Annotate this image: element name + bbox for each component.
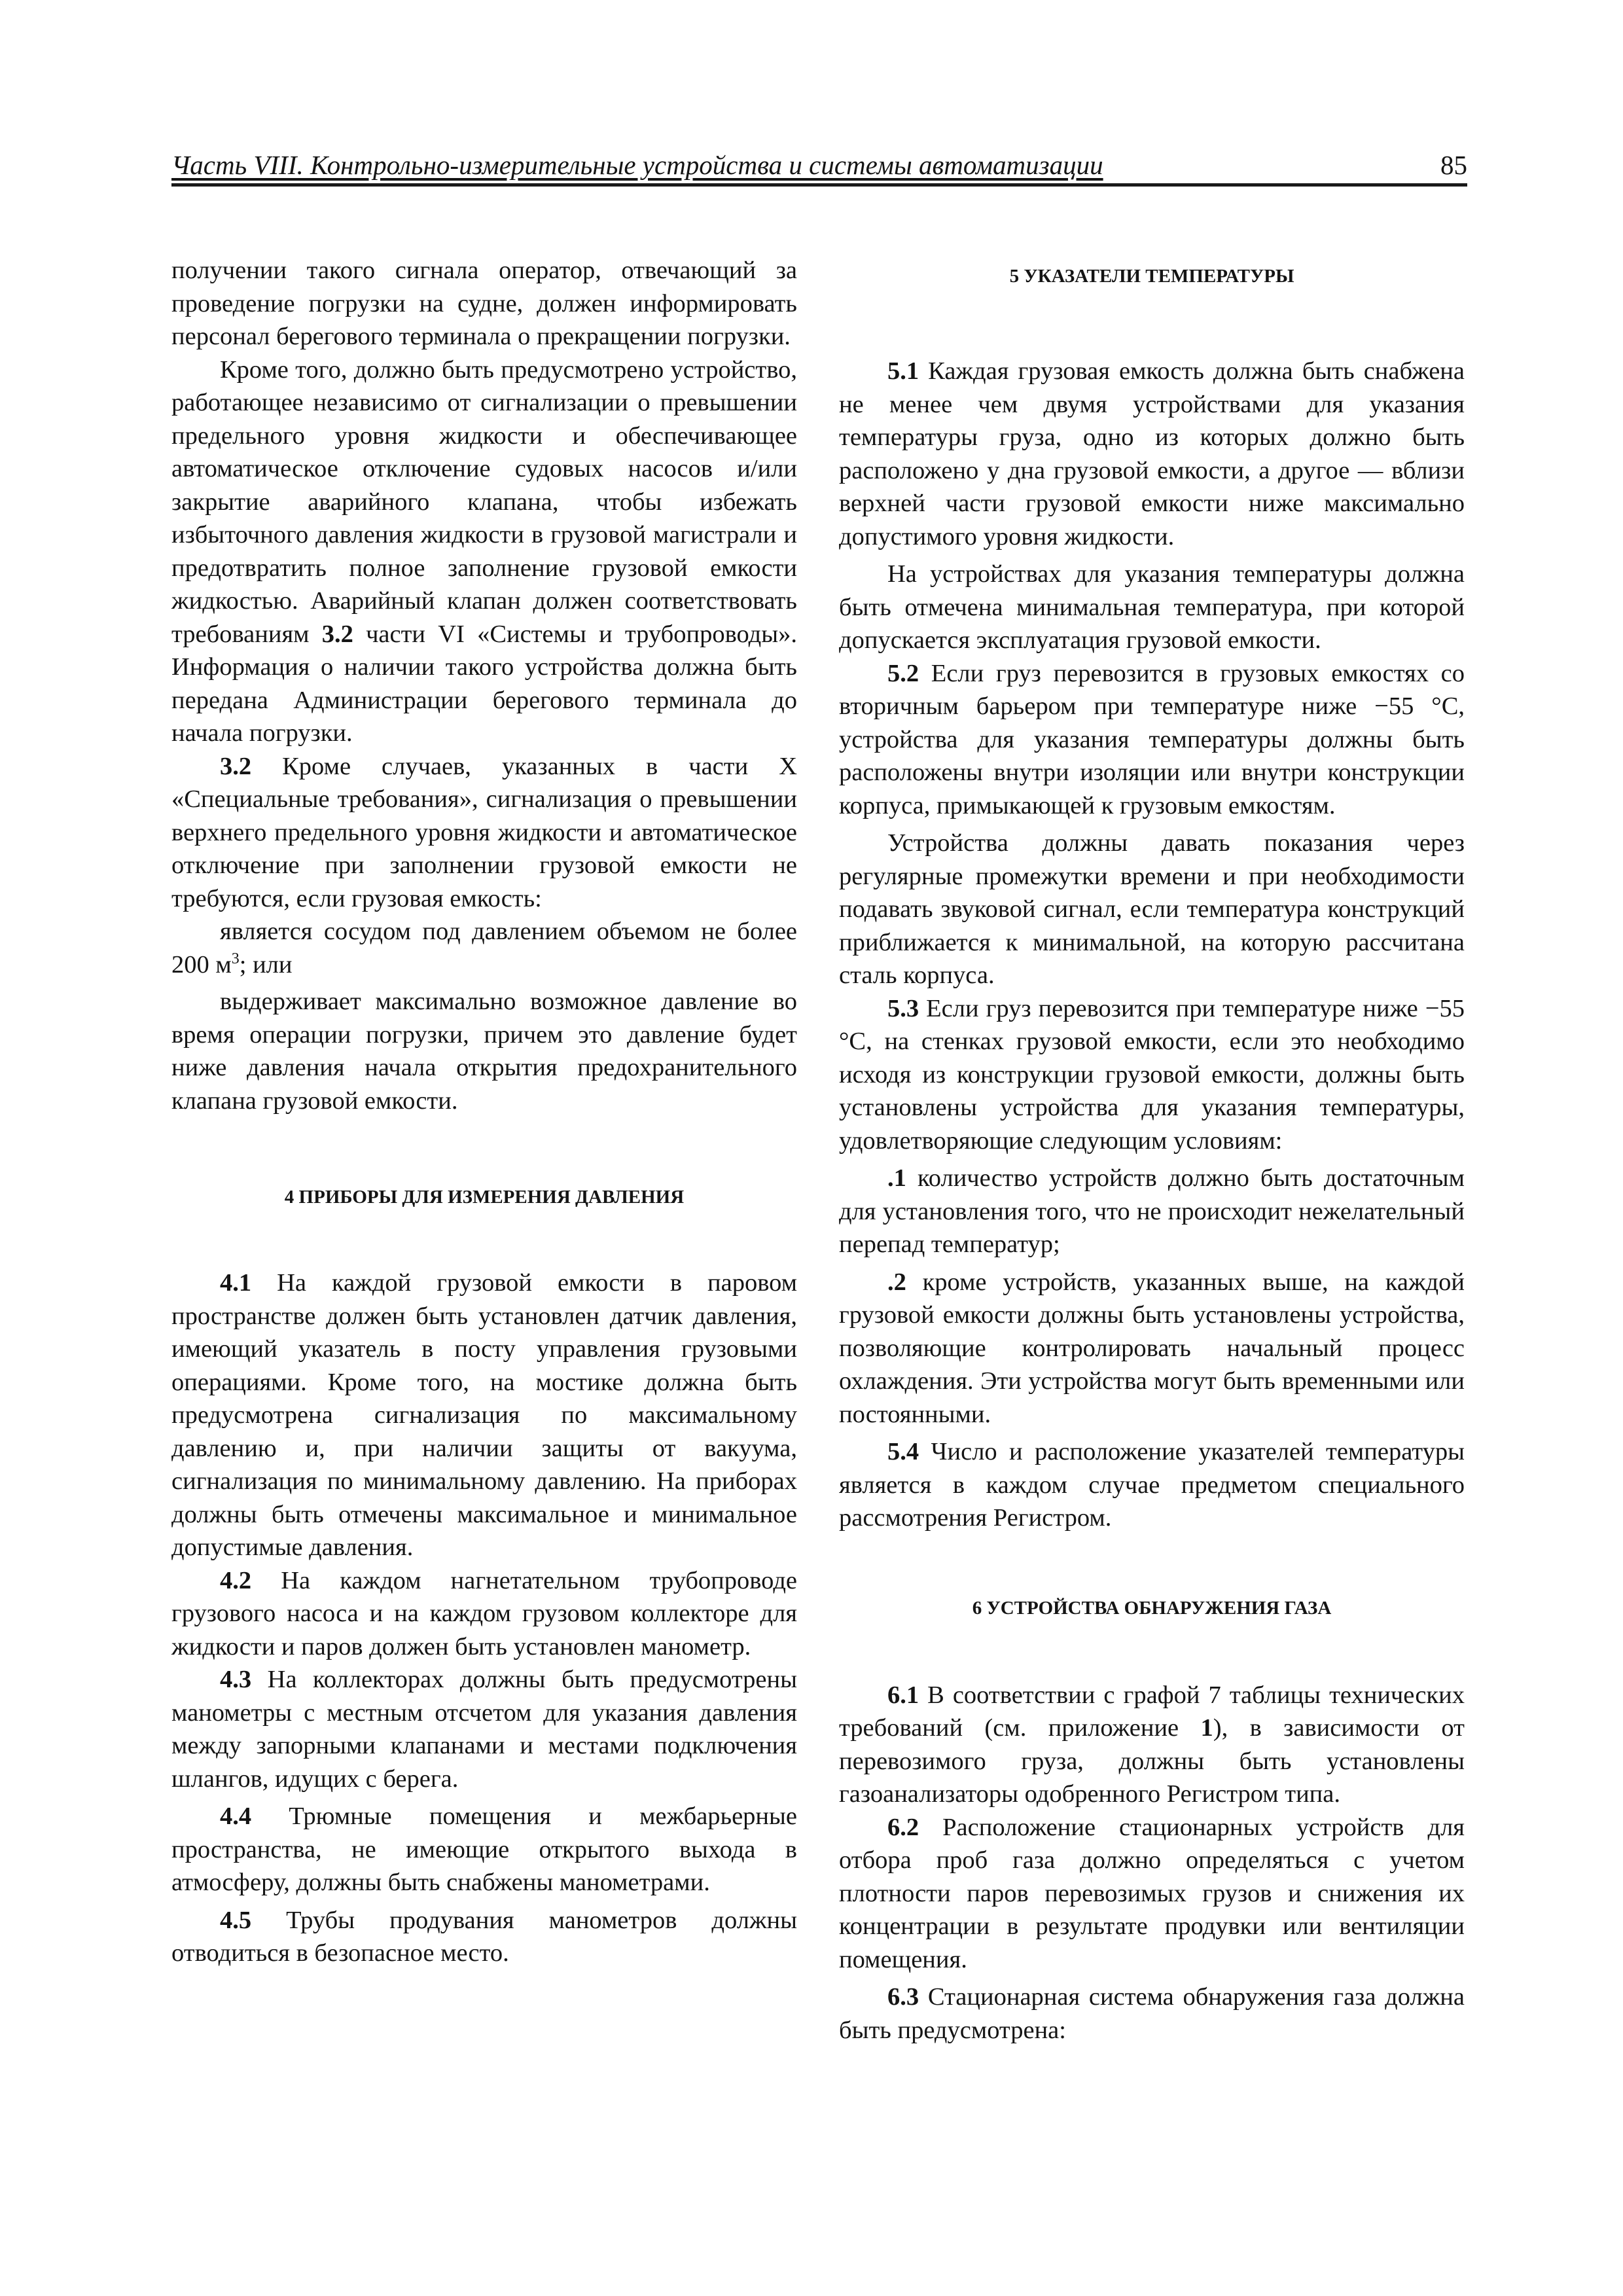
left-column	[171, 254, 797, 1970]
clause-number: 4.4	[220, 1803, 252, 1830]
list-number: .2	[887, 1268, 906, 1296]
clause-ref: 3.2	[321, 620, 353, 648]
paragraph-4-1: 4.1 На каждой грузовой емкости в паровом пространстве должен быть установлен датчик давления, имеющий указатель в посту управления грузовыми операциями. Кроме того, на мостике должна быть предусмотрена сигнализация по максимальному давлению и, при наличии защиты от вакуума, сигнализация по минимальному давлению. На приборах должны быть отмечены максимальное и минимальное допустимые давления.	[171, 1269, 797, 1561]
paragraph-4-3: 4.3 На коллекторах должны быть предусмотрены манометры с местным отсчетом для указания давления между запорными клапанами и местами подключения шлангов, идущих с берега.	[171, 1666, 797, 1793]
clause-number: 3.2	[220, 752, 252, 780]
running-header	[171, 144, 1467, 187]
paragraph-4-2: 4.2 На каждом нагнетательном трубопроводе грузового насоса и на каждом грузовом коллекторе для жидкости и паров должен быть установлен манометр.	[171, 1566, 797, 1660]
list-item-1: .1 количество устройств должно быть достаточным для установления того, что не происходит нежелательный перепад температур;	[839, 1164, 1465, 1258]
paragraph-5-1: 5.1 Каждая грузовая емкость должна быть снабжена не менее чем двумя устройствами для указания температуры груза, одно из которых должно быть расположено у дна грузовой емкости, а другое — вблизи верхней части грузовой емкости ниже максимально допустимого уровня жидкости.	[839, 357, 1465, 550]
list-number: .1	[887, 1164, 906, 1192]
running-header-title: Часть VIII. Контрольно-измерительные устройства и системы автоматизации	[171, 150, 1103, 180]
clause-number: 5.1	[887, 357, 919, 385]
paragraph-6-1: 6.1 В соответствии с графой 7 таблицы технических требований (см. приложение 1), в зависимости от перевозимого груза, должны быть установлены газоанализаторы одобренного Регистром типа.	[839, 1681, 1465, 1808]
clause-number: 6.3	[887, 1983, 919, 2011]
paragraph-max-pressure: выдерживает максимально возможное давление во время операции погрузки, причем это давление будет ниже давления начала открытия предохранительного клапана грузовой емкости.	[171, 988, 797, 1115]
list-item-2: .2 кроме устройств, указанных выше, на каждой грузовой емкости должны быть установлены устройства, позволяющие контролировать начальный процесс охлаждения. Эти устройства могут быть временными или постоянными.	[839, 1268, 1465, 1428]
paragraph-5-2: 5.2 Если груз перевозится в грузовых емкостях со вторичным барьером при температуре ниже −55 °C, устройства для указания температуры должны быть расположены внутри изоляции или внутри конструкции корпуса, примыкающей к грузовым емкостям.	[839, 659, 1465, 819]
paragraph-emergency-valve: Кроме того, должно быть предусмотрено устройство, работающее независимо от сигнализации о превышении предельного уровня жидкости и обеспечивающее автоматическое отключение судовых насосов и/или закрытие аварийного клапана, чтобы избежать избыточного давления жидкости в грузовой магистрали и предотвратить полное заполнение грузовой емкости жидкостью. Аварийный клапан должен соответствовать требованиям 3.2 части VI «Системы и трубопроводы». Информация о наличии такого устройства должна быть передана Администрации берегового терминала до начала погрузки.	[171, 355, 797, 747]
paragraph-3-2: 3.2 Кроме случаев, указанных в части X «Специальные требования», сигнализация о превышении верхнего предельного уровня жидкости и автоматическое отключение при заполнении грузовой емкости не требуются, если грузовая емкость:	[171, 752, 797, 912]
clause-number: 5.4	[887, 1438, 919, 1465]
clause-number: 5.3	[887, 994, 919, 1022]
clause-number: 4.3	[220, 1666, 252, 1693]
paragraph-4-4: 4.4 Трюмные помещения и межбарьерные пространства, не имеющие открытого выхода в атмосферу, должны быть снабжены манометрами.	[171, 1803, 797, 1896]
clause-number: 4.1	[220, 1269, 252, 1297]
right-column	[839, 254, 1465, 2047]
clause-number: 5.2	[887, 659, 919, 687]
paragraph-5-2-continued: Устройства должны давать показания через регулярные промежутки времени и при необходимости подавать звуковой сигнал, если температура конструкций приближается к минимальной, на которую рассчитана сталь корпуса.	[839, 829, 1465, 989]
clause-number: 6.2	[887, 1813, 919, 1841]
paragraph-5-1-continued: На устройствах для указания температуры должна быть отмечена минимальная температура, при которой допускается эксплуатация грузовой емкости.	[839, 560, 1465, 654]
paragraph-5-3: 5.3 Если груз перевозится при температуре ниже −55 °C, на стенках грузовой емкости, если это необходимо исходя из конструкции грузовой емкости, должны быть установлены устройства для указания температуры, удовлетворяющие следующим условиям:	[839, 994, 1465, 1155]
paragraph-4-5: 4.5 Трубы продувания манометров должны отводиться в безопасное место.	[171, 1906, 797, 1967]
paragraph-6-2: 6.2 Расположение стационарных устройств для отбора проб газа должно определяться с учетом плотности паров перевозимых грузов и снижения их концентрации в результате продувки или вентиляции помещения.	[839, 1813, 1465, 1973]
paragraph-5-4: 5.4 Число и расположение указателей температуры является в каждом случае предметом специального рассмотрения Регистром.	[839, 1438, 1465, 1532]
page-number: 85	[1440, 150, 1467, 180]
section-heading-4: 4 ПРИБОРЫ ДЛЯ ИЗМЕРЕНИЯ ДАВЛЕНИЯ	[284, 1187, 685, 1208]
paragraph-continuation: получении такого сигнала оператор, отвечающий за проведение погрузки на судне, должен информировать персонал берегового терминала о прекращении погрузки.	[171, 257, 797, 350]
clause-number: 6.1	[887, 1681, 919, 1709]
clause-number: 4.2	[220, 1566, 252, 1594]
paragraph-pressure-vessel: является сосудом под давлением объемом не более 200 $м^3$; или	[171, 918, 797, 978]
section-heading-5: 5 УКАЗАТЕЛИ ТЕМПЕРАТУРЫ	[1009, 266, 1294, 287]
section-heading-6: 6 УСТРОЙСТВА ОБНАРУЖЕНИЯ ГАЗА	[972, 1597, 1332, 1619]
appendix-ref: 1	[1200, 1714, 1213, 1742]
clause-number: 4.5	[220, 1906, 252, 1934]
paragraph-6-3: 6.3 Стационарная система обнаружения газа должна быть предусмотрена:	[839, 1983, 1465, 2044]
